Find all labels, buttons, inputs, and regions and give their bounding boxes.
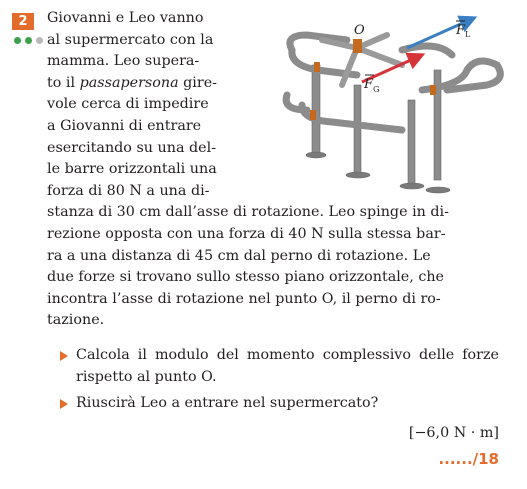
text-line: tazione. [47,312,105,329]
svg-text:G: G [373,85,380,94]
answer-value: [−6,0 N · m] [408,425,499,441]
difficulty-indicator [14,37,43,44]
difficulty-dot-3 [36,37,43,44]
point-O-label: O [354,23,365,38]
bullet-arrow-icon [60,351,68,361]
text-line: due forze si trovano sullo stesso piano orizzontale, che [47,269,445,286]
turnstile-illustration [262,10,512,200]
text-line: Giovanni e Leo vanno [47,10,204,26]
problem-number-badge: 2 [12,13,34,30]
problem-text-wide [47,202,499,332]
text-line: vole cerca di impedire [47,96,209,113]
svg-text:F: F [364,77,374,92]
emphasis-text: passapersona [79,74,179,91]
difficulty-dot-1 [14,37,21,44]
bullet-arrow-icon [60,399,68,409]
rail-clamp [430,85,436,95]
text-line: le barre orizzontali una [47,161,217,178]
difficulty-dot-2 [25,37,32,44]
text-line: stanza di 30 cm dall’asse di rotazione. Leo spinge in di- [47,204,449,221]
svg-text:F: F [456,23,466,38]
force-label-leo [455,21,471,39]
text-line: al supermercato con la [47,31,214,48]
question-item [76,393,499,415]
svg-text:L: L [465,30,471,39]
text-line: a Giovanni di entrare [47,117,202,134]
text-line: incontra l’asse di rotazione nel punto O, il perno di ro- [47,290,441,307]
question-item [76,345,499,388]
turnstile-hub [353,39,362,53]
problem-text-narrow [47,8,254,202]
rail-clamp [314,62,320,72]
question-list [76,345,499,420]
text-line: forza di 80 N a una di- [47,182,210,199]
question-text: Riuscirà Leo a entrare nel supermercato? [76,395,379,412]
score-box: ....../18 [438,450,499,468]
force-label-giovanni [363,75,379,94]
text-line: rezione opposta con una forza di 40 N sulla stessa bar- [47,225,446,242]
rail-clamp [310,110,316,120]
text-line: esercitando su una del- [47,139,217,156]
text-line-italic: to il passapersona gire- [47,74,217,91]
question-text: Calcola il modulo del momento complessivo delle forze rispetto al punto O. [76,347,499,385]
text-line: mamma. Leo supera- [47,53,200,70]
text-line: ra a una distanza di 45 cm dal perno di rotazione. Le [47,247,431,264]
